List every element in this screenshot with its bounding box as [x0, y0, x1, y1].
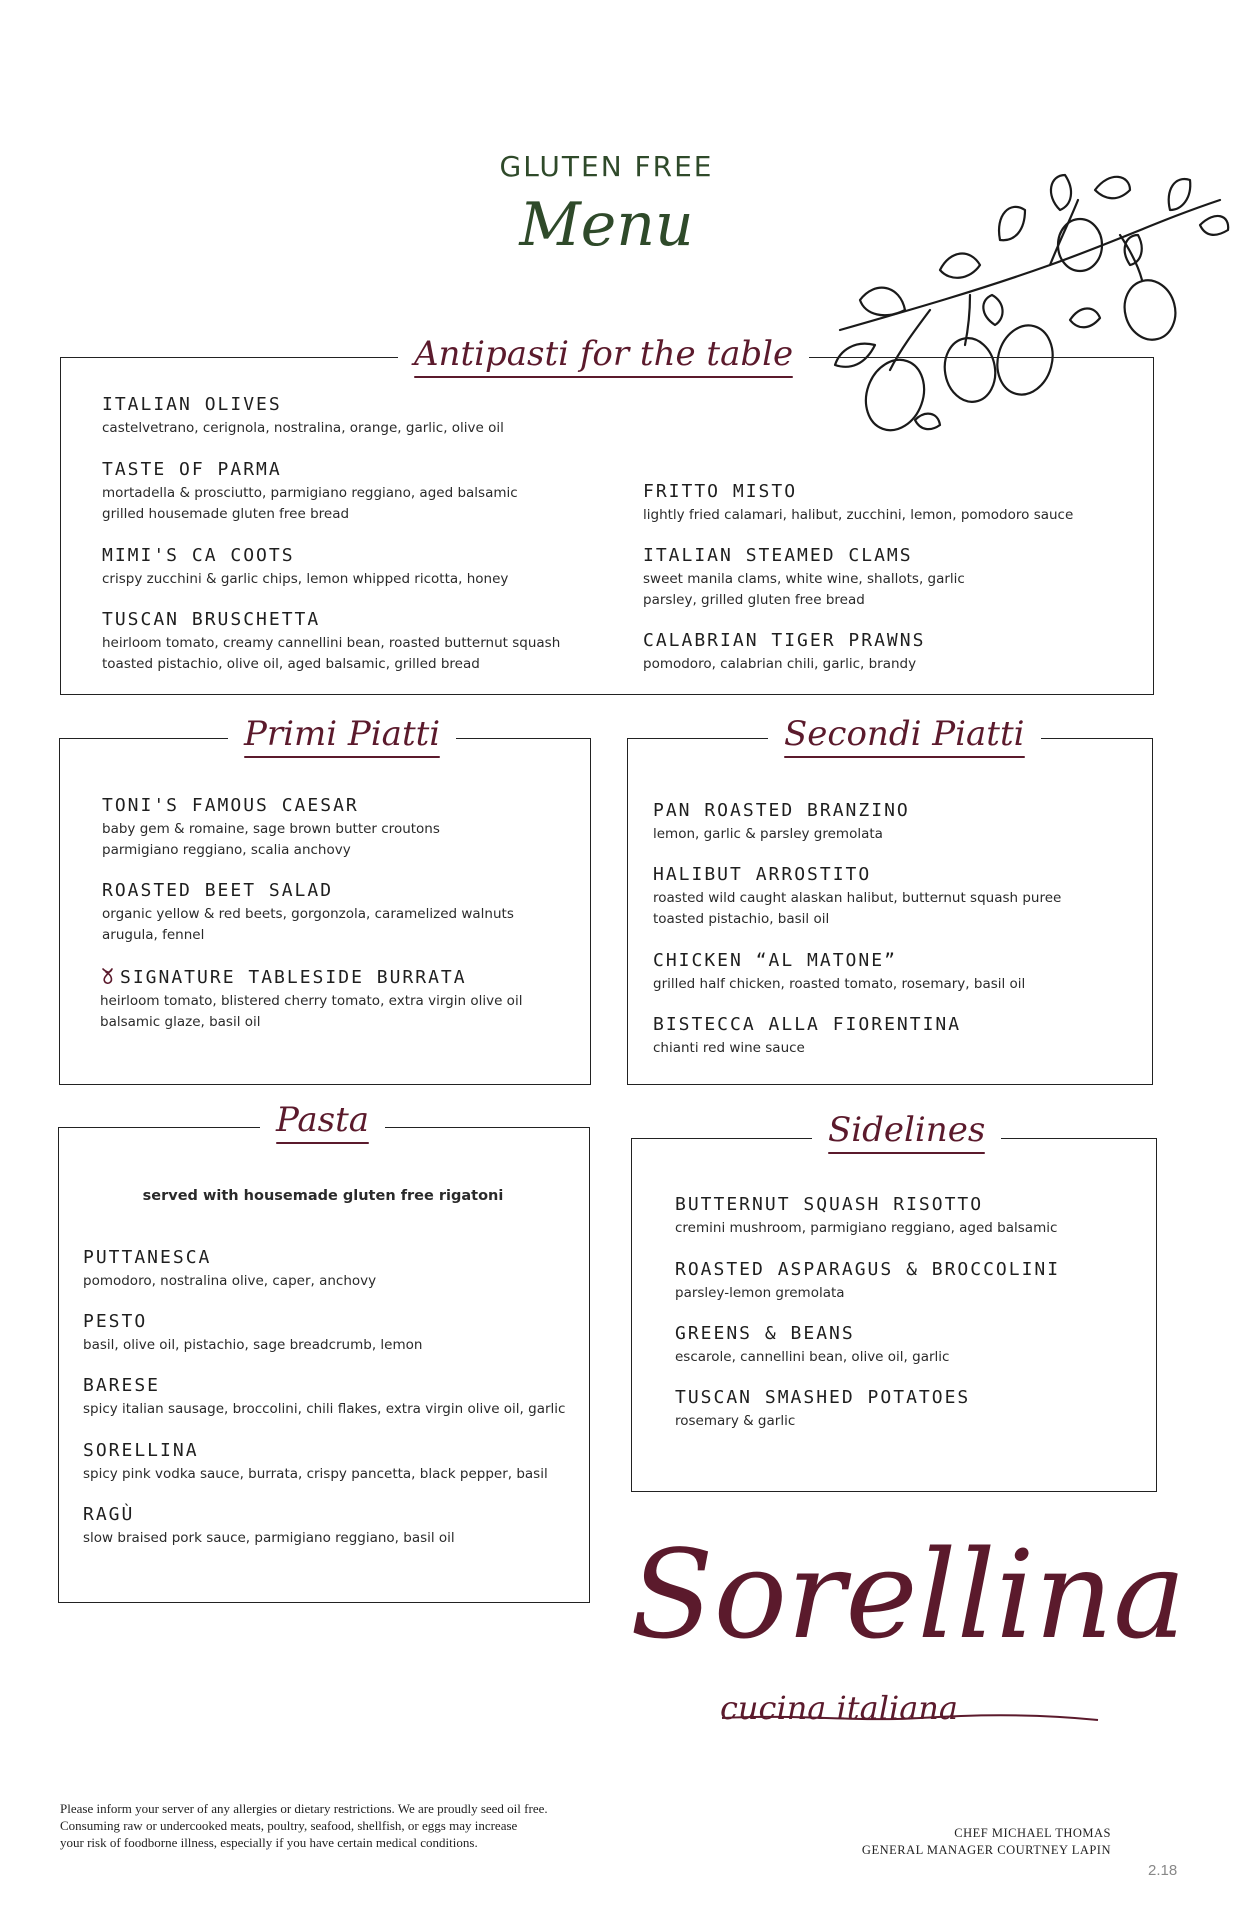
item-desc: heirloom tomato, creamy cannellini bean, roasted butternut squash [102, 635, 561, 651]
sidelines-title-underline [828, 1152, 985, 1154]
item-name: PESTO [83, 1311, 148, 1332]
sidelines-section [631, 1138, 1157, 1492]
item-name: FRITTO MISTO [643, 481, 798, 502]
primi-title-underline [244, 756, 440, 758]
item-desc: lightly fried calamari, halibut, zucchini, lemon, pomodoro sauce [643, 507, 1074, 523]
secondi-title-underline [784, 756, 1025, 758]
sidelines-title-text: Sidelines [828, 1110, 986, 1150]
item-name: PAN ROASTED BRANZINO [653, 800, 910, 821]
item-desc: roasted wild caught alaskan halibut, butternut squash puree [653, 890, 1062, 906]
item-desc: grilled half chicken, roasted tomato, rosemary, basil oil [653, 976, 1026, 992]
brand-logo: Sorellina [630, 1524, 1186, 1666]
item-desc: slow braised pork sauce, parmigiano reggiano, basil oil [83, 1530, 455, 1546]
item-name: ROASTED ASPARAGUS & BROCCOLINI [675, 1259, 1061, 1280]
antipasti-item [102, 609, 560, 675]
item-name: BARESE [83, 1375, 161, 1396]
item-name: TUSCAN BRUSCHETTA [102, 609, 321, 630]
antipasti-item [102, 394, 504, 439]
pasta-item [83, 1440, 548, 1485]
item-name: HALIBUT ARROSTITO [653, 864, 872, 885]
item-name: GREENS & BEANS [675, 1323, 855, 1344]
antipasti-item [102, 459, 518, 525]
item-name: RAGÙ [83, 1504, 135, 1525]
item-desc: heirloom tomato, blistered cherry tomato, extra virgin olive oil [100, 993, 523, 1009]
antipasti-item [102, 545, 508, 590]
item-name: BUTTERNUT SQUASH RISOTTO [675, 1194, 984, 1215]
item-desc: rosemary & garlic [675, 1413, 796, 1429]
item-desc: organic yellow & red beets, gorgonzola, caramelized walnuts [102, 906, 514, 922]
antipasti-item [643, 630, 925, 675]
item-desc: arugula, fennel [102, 927, 205, 943]
item-desc: sweet manila clams, white wine, shallots, garlic [643, 571, 965, 587]
item-name: SORELLINA [83, 1440, 199, 1461]
item-desc: parmigiano reggiano, scalia anchovy [102, 842, 351, 858]
item-desc: cremini mushroom, parmigiano reggiano, aged balsamic [675, 1220, 1058, 1236]
primi-item [100, 966, 522, 1033]
item-desc: parsley-lemon gremolata [675, 1285, 845, 1301]
brand-tagline-text: cucina italiana [720, 1689, 958, 1727]
brand-tagline-underline [720, 1712, 1100, 1726]
item-name-text: SIGNATURE TABLESIDE BURRATA [120, 967, 467, 988]
item-name: MIMI'S CA COOTS [102, 545, 295, 566]
staff-credits [862, 1825, 1111, 1859]
item-name: ITALIAN STEAMED CLAMS [643, 545, 913, 566]
item-desc: spicy italian sausage, broccolini, chili flakes, extra virgin olive oil, garlic [83, 1401, 566, 1417]
item-name: CALABRIAN TIGER PRAWNS [643, 630, 926, 651]
antipasti-title-underline [414, 376, 793, 378]
item-desc: spicy pink vodka sauce, burrata, crispy pancetta, black pepper, basil [83, 1466, 548, 1482]
item-desc: mortadella & prosciutto, parmigiano reggiano, aged balsamic [102, 485, 518, 501]
primi-title [228, 714, 456, 758]
antipasti-title [398, 334, 809, 378]
footer-line: Consuming raw or undercooked meats, poultry, seafood, shellfish, or eggs may increase [60, 1818, 518, 1833]
item-desc: pomodoro, nostralina olive, caper, anchovy [83, 1273, 377, 1289]
secondi-item [653, 864, 1061, 930]
item-desc: castelvetrano, cerignola, nostralina, orange, garlic, olive oil [102, 420, 504, 436]
pasta-title-underline [276, 1142, 369, 1144]
sidelines-item [675, 1259, 1060, 1304]
item-desc: grilled housemade gluten free bread [102, 506, 350, 522]
footer-disclaimer [60, 1800, 548, 1851]
item-name: CHICKEN “AL MATONE” [653, 950, 897, 971]
item-desc: toasted pistachio, olive oil, aged balsamic, grilled bread [102, 656, 480, 672]
item-desc: parsley, grilled gluten free bread [643, 592, 865, 608]
item-name: ROASTED BEET SALAD [102, 880, 334, 901]
primi-title-text: Primi Piatti [244, 714, 441, 754]
pasta-title [260, 1100, 385, 1144]
chef-name: CHEF MICHAEL THOMAS [954, 1826, 1111, 1840]
gm-name: GENERAL MANAGER COURTNEY LAPIN [861, 1843, 1111, 1857]
primi-item [102, 880, 514, 946]
secondi-item [653, 1014, 961, 1059]
item-desc: escarole, cannellini bean, olive oil, garlic [675, 1349, 950, 1365]
antipasti-title-text: Antipasti for the table [414, 334, 794, 374]
sidelines-item [675, 1387, 970, 1432]
menu-version: 2.18 [1148, 1862, 1178, 1879]
item-name: TUSCAN SMASHED POTATOES [675, 1387, 971, 1408]
sidelines-title [812, 1110, 1001, 1154]
item-name: PUTTANESCA [83, 1247, 212, 1268]
item-name: ITALIAN OLIVES [102, 394, 282, 415]
item-desc: chianti red wine sauce [653, 1040, 805, 1056]
sidelines-item [675, 1194, 1057, 1239]
footer-line: Please inform your server of any allergies or dietary restrictions. We are proudly seed oil free. [60, 1801, 548, 1816]
antipasti-item [643, 545, 965, 611]
secondi-title [768, 714, 1041, 758]
pasta-item [83, 1311, 422, 1356]
antipasti-item [643, 481, 1073, 526]
item-name: TASTE OF PARMA [102, 459, 282, 480]
sidelines-item [675, 1323, 949, 1368]
pasta-item [83, 1247, 376, 1292]
primi-item [102, 795, 440, 861]
footer-line: your risk of foodborne illness, especially if you have certain medical conditions. [60, 1835, 478, 1850]
item-desc: pomodoro, calabrian chili, garlic, brandy [643, 656, 917, 672]
menu-header-title: Menu [519, 190, 694, 260]
menu-header-label: GLUTEN FREE [499, 150, 714, 183]
item-desc: balsamic glaze, basil oil [100, 1014, 261, 1030]
secondi-item [653, 950, 1025, 995]
item-name [100, 966, 522, 988]
pasta-item [83, 1504, 455, 1549]
pasta-title-text: Pasta [276, 1100, 370, 1140]
item-desc: crispy zucchini & garlic chips, lemon whipped ricotta, honey [102, 571, 509, 587]
item-desc: lemon, garlic & parsley gremolata [653, 826, 883, 842]
pasta-note: served with housemade gluten free rigatoni [142, 1188, 504, 1204]
item-name: TONI'S FAMOUS CAESAR [102, 795, 359, 816]
item-desc: basil, olive oil, pistachio, sage breadcrumb, lemon [83, 1337, 423, 1353]
secondi-item [653, 800, 910, 845]
vegetarian-mark-icon [100, 966, 116, 986]
secondi-title-text: Secondi Piatti [784, 714, 1025, 754]
item-desc: baby gem & romaine, sage brown butter croutons [102, 821, 440, 837]
pasta-item [83, 1375, 565, 1420]
item-desc: toasted pistachio, basil oil [653, 911, 830, 927]
item-name: BISTECCA ALLA FIORENTINA [653, 1014, 962, 1035]
